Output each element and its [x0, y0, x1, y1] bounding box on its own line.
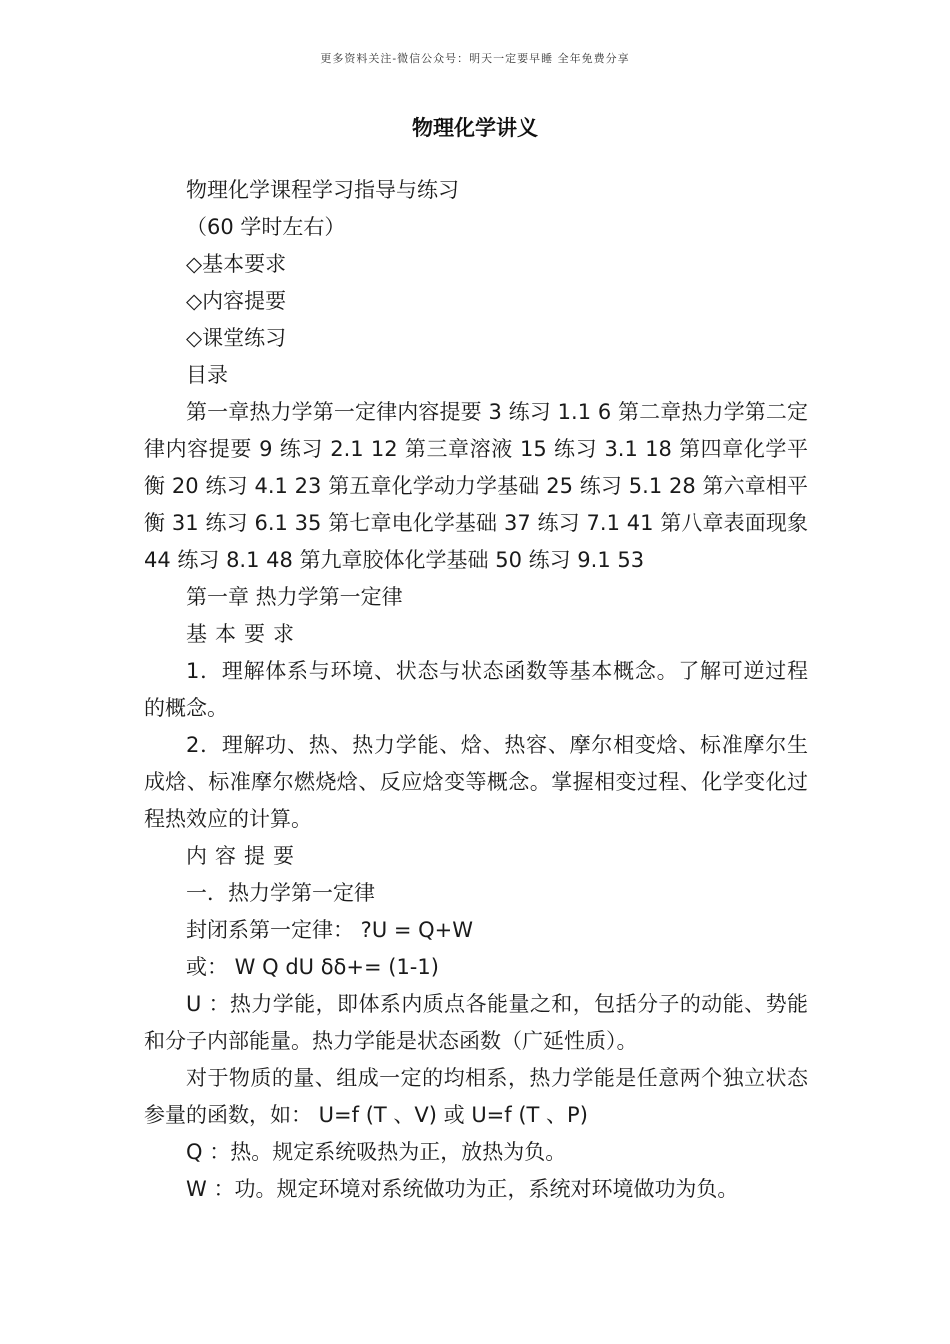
subheading-basic-requirements: 基本要求 — [186, 622, 302, 646]
definition-work: W ：功。规定环境对系统做功为正，系统对环境做功为负。 — [186, 1177, 739, 1201]
header-note: 更多资料关注-微信公众号：明天一定要早睡 全年免费分享 — [320, 52, 630, 65]
section-heading-first-law: 一．热力学第一定律 — [186, 881, 375, 905]
formula-first-law: 封闭系第一定律： ?U = Q+W — [186, 918, 474, 942]
section-item-class-exercises: ◇课堂练习 — [186, 326, 287, 350]
document-title: 物理化学讲义 — [412, 116, 538, 140]
requirement-item-1: 1．理解体系与环境、状态与状态函数等基本概念。了解可逆过程的概念。 — [144, 659, 808, 720]
chapter-heading: 第一章 热力学第一定律 — [186, 585, 403, 609]
course-subtitle: 物理化学课程学习指导与练习 — [186, 178, 459, 202]
formula-differential: 或： W Q dU δδ+= (1-1) — [186, 955, 439, 979]
document-body — [144, 172, 808, 1208]
requirement-item-2: 2．理解功、热、热力学能、焓、热容、摩尔相变焓、标准摩尔生成焓、标准摩尔燃烧焓、反应焓变等概念。掌握相变过程、化学变化过程热效应的计算。 — [144, 733, 808, 831]
definition-heat: Q ：热。规定系统吸热为正，放热为负。 — [186, 1140, 567, 1164]
course-hours: （60 学时左右） — [186, 215, 346, 239]
toc-heading: 目录 — [186, 363, 228, 387]
section-item-content-summary: ◇内容提要 — [186, 289, 287, 313]
section-item-basic-requirements: ◇基本要求 — [186, 252, 287, 276]
definition-internal-energy: U ：热力学能，即体系内质点各能量之和，包括分子的动能、势能和分子内部能量。热力学能是状态函数（广延性质）。 — [144, 992, 808, 1053]
paragraph-state-function: 对于物质的量、组成一定的均相系，热力学能是任意两个独立状态参量的函数，如： U=f (T 、V) 或 U=f (T 、P) — [144, 1066, 808, 1127]
subheading-content-summary: 内容提要 — [186, 844, 302, 868]
toc-paragraph: 第一章热力学第一定律内容提要 3 练习 1.1 6 第二章热力学第二定律内容提要 9 练习 2.1 12 第三章溶液 15 练习 3.1 18 第四章化学平衡 20 练习 4.1 23 第五章化学动力学基础 25 练习 5.1 28 第六章相平衡 31 练习 6.1 35 第七章电化学基础 37 练习 7.1 41 第八章表面现象 44 练习 8.1 48 第九章胶体化学基础 50 练习 9.1 53 — [144, 400, 808, 572]
